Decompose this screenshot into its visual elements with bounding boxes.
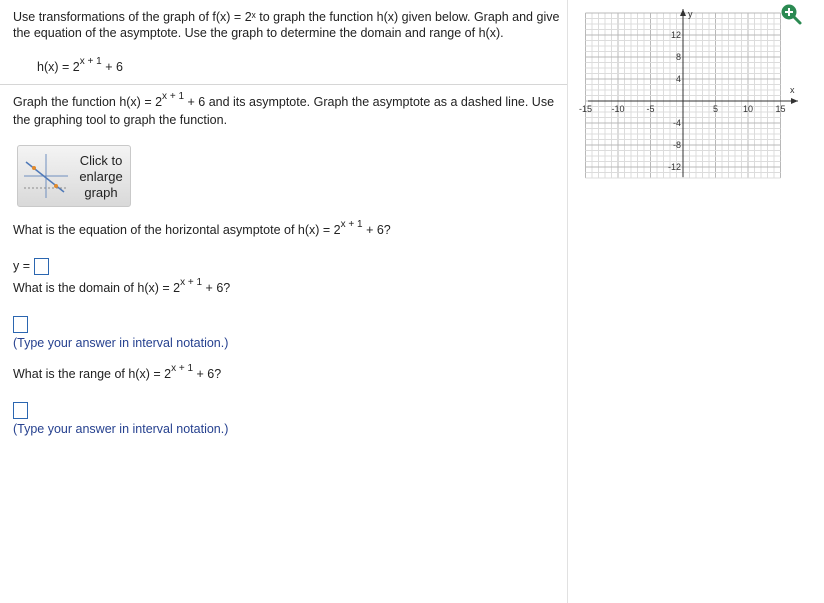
enlarge-label-line1: Click to <box>79 153 123 168</box>
q1-post: + 6? <box>366 223 391 237</box>
range-hint: (Type your answer in interval notation.) <box>13 422 229 436</box>
y-axis-label: y <box>688 9 693 19</box>
zoom-in-icon[interactable] <box>780 3 802 25</box>
panel-divider <box>567 0 568 603</box>
y-tick-label: -8 <box>672 140 681 150</box>
task-pre: Graph the function h(x) = 2 <box>13 95 163 109</box>
graph-task-text <box>13 91 568 128</box>
task-post: + 6 and its asymptote. Graph the asymptote as a dashed line. Use the graphing tool to graph the function. <box>13 95 555 127</box>
graph-thumbnail-icon <box>24 154 68 198</box>
q2-post: + 6? <box>205 281 231 295</box>
asymptote-answer-row <box>13 258 49 275</box>
y-tick-label: -4 <box>672 118 681 128</box>
domain-answer-input[interactable] <box>13 316 28 333</box>
y-tick-label: 4 <box>675 74 681 84</box>
q1-exponent: x + 1 <box>340 219 363 230</box>
x-tick-label: -10 <box>611 104 625 114</box>
function-lhs: h(x) = 2 <box>37 60 80 74</box>
q3-pre: What is the range of h(x) = 2 <box>13 367 172 381</box>
divider <box>0 84 567 85</box>
x-tick-label: -15 <box>578 104 593 114</box>
x-axis-label: x <box>790 85 795 95</box>
function-exponent: x + 1 <box>79 56 102 67</box>
q3-post: + 6? <box>196 367 222 381</box>
function-definition <box>37 56 123 74</box>
instructions-text: Use transformations of the graph of f(x) = 2ˣ to graph the function h(x) given below. Graph and give the equation of the asymptote. Use the graph to determine the domain and range of h(x). <box>13 10 560 40</box>
x-axis-arrow <box>791 98 798 104</box>
question-asymptote <box>13 219 391 237</box>
task-exponent: x + 1 <box>162 91 185 102</box>
asymptote-answer-input[interactable] <box>34 258 49 275</box>
question-range <box>13 363 222 381</box>
x-tick-label: -5 <box>646 104 655 114</box>
question-domain <box>13 277 231 295</box>
x-tick-label: 5 <box>712 104 719 114</box>
range-answer-row <box>13 402 28 419</box>
domain-answer-row <box>13 316 28 333</box>
y-tick-label: 12 <box>670 30 681 40</box>
x-tick-label: 10 <box>742 104 754 114</box>
function-rhs: + 6 <box>105 60 123 74</box>
x-tick-label: 15 <box>775 104 786 114</box>
coordinate-graph[interactable] <box>578 7 800 179</box>
asymptote-answer-label: y = <box>13 258 31 273</box>
enlarge-button-label <box>73 153 129 201</box>
q3-exponent: x + 1 <box>171 363 194 374</box>
q1-pre: What is the equation of the horizontal asymptote of h(x) = 2 <box>13 223 341 237</box>
q2-pre: What is the domain of h(x) = 2 <box>13 281 181 295</box>
enlarge-graph-button[interactable] <box>17 145 131 207</box>
y-tick-label: -12 <box>667 162 681 172</box>
y-tick-label: 8 <box>675 52 681 62</box>
range-answer-input[interactable] <box>13 402 28 419</box>
enlarge-label-line2: enlarge <box>79 169 123 184</box>
enlarge-label-line3: graph <box>84 185 118 200</box>
domain-hint: (Type your answer in interval notation.) <box>13 336 229 350</box>
q2-exponent: x + 1 <box>180 277 203 288</box>
